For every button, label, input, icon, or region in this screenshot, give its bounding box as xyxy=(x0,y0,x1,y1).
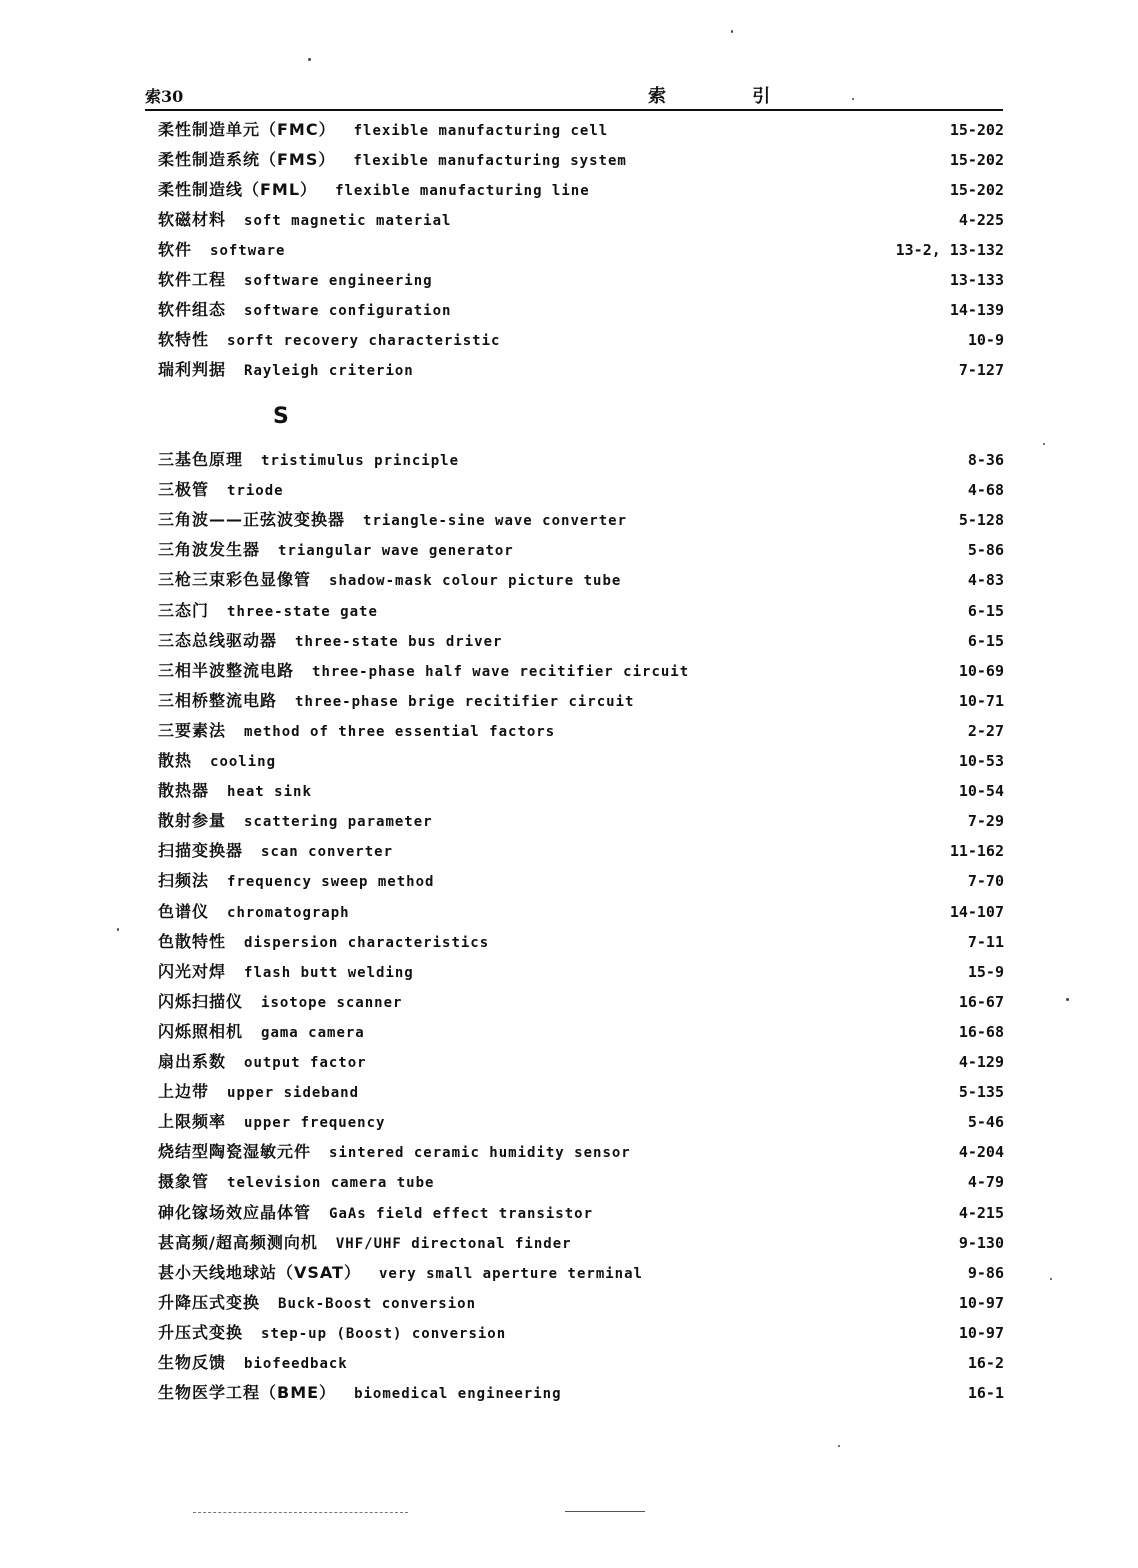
entry-english-term: shadow-mask colour picture tube xyxy=(329,573,622,590)
entry-english-term: sintered ceramic humidity sensor xyxy=(329,1145,631,1162)
index-entry xyxy=(158,1140,1004,1164)
index-entry xyxy=(158,629,1004,653)
index-entry xyxy=(158,749,1004,773)
entry-chinese-term: 甚高频/超高频测向机 xyxy=(158,1232,318,1252)
entry-chinese-term: 扇出系数 xyxy=(158,1052,227,1071)
index-entry xyxy=(158,1050,1004,1074)
entry-english-term: gama camera xyxy=(261,1024,365,1041)
index-entry xyxy=(158,208,1004,232)
entry-page-ref: 16-67 xyxy=(958,992,1004,1011)
entry-chinese-term: 三态门 xyxy=(158,600,210,620)
entry-english-term: VHF/UHF directonal finder xyxy=(335,1235,572,1252)
entry-english-term: television camera tube xyxy=(227,1175,435,1192)
entry-page-ref: 15-202 xyxy=(949,181,1004,199)
entry-english-term: biomedical engineering xyxy=(354,1386,562,1403)
entry-page-ref: 13-2, 13-132 xyxy=(895,241,1004,259)
entry-page-ref: 15-202 xyxy=(949,151,1004,169)
entry-page-ref: 4-129 xyxy=(958,1053,1004,1071)
entry-chinese-term: 三相桥整流电路 xyxy=(158,690,278,710)
entry-chinese-term: 瑞利判据 xyxy=(158,360,227,379)
entry-chinese-term: 软磁材料 xyxy=(158,210,227,229)
entry-chinese-term: 烧结型陶瓷湿敏元件 xyxy=(158,1142,312,1162)
index-entry xyxy=(158,1170,1004,1194)
index-entry xyxy=(158,779,1004,803)
entry-chinese-term: 软特性 xyxy=(158,330,210,349)
index-entry xyxy=(158,930,1004,954)
entry-english-term: three-state bus driver xyxy=(295,633,503,650)
entry-chinese-term: 散热 xyxy=(158,751,193,770)
entry-english-term: software configuration xyxy=(244,303,452,319)
index-entry xyxy=(158,508,1004,532)
index-entry xyxy=(158,1351,1004,1375)
index-entry xyxy=(158,659,1004,683)
entry-chinese-term: 三角波发生器 xyxy=(158,540,261,560)
entry-english-term: software xyxy=(210,243,286,259)
entry-english-term: three-phase half wave recitifier circuit xyxy=(312,663,690,680)
entry-page-ref: 5-46 xyxy=(967,1113,1004,1132)
entry-english-term: very small aperture terminal xyxy=(378,1265,643,1282)
entry-english-term: GaAs field effect transistor xyxy=(329,1205,594,1222)
entry-english-term: step-up (Boost) conversion xyxy=(261,1325,507,1342)
entry-page-ref: 10-54 xyxy=(958,782,1004,801)
index-entry xyxy=(158,809,1004,833)
entry-page-ref: 10-53 xyxy=(958,752,1004,770)
entry-page-ref: 6-15 xyxy=(967,601,1004,620)
entry-page-ref: 7-127 xyxy=(958,361,1004,379)
entry-english-term: heat sink xyxy=(227,784,312,801)
entry-page-ref: 7-70 xyxy=(967,872,1004,891)
entry-page-ref: 14-107 xyxy=(949,902,1004,921)
entry-chinese-term: 散射参量 xyxy=(158,811,227,831)
entry-chinese-term: 扫频法 xyxy=(158,871,210,891)
index-entry xyxy=(158,869,1004,893)
entry-chinese-term: 甚小天线地球站（VSAT） xyxy=(158,1262,361,1282)
entry-english-term: soft magnetic material xyxy=(244,213,452,229)
entry-chinese-term: 砷化镓场效应晶体管 xyxy=(158,1202,312,1222)
entry-chinese-term: 色散特性 xyxy=(158,931,227,951)
entry-page-ref: 10-97 xyxy=(958,1293,1004,1312)
scan-speck xyxy=(852,98,854,100)
entry-english-term: triangular wave generator xyxy=(278,543,514,560)
index-entry xyxy=(158,478,1004,502)
index-entry xyxy=(158,358,1004,382)
entry-chinese-term: 扫描变换器 xyxy=(158,841,244,861)
entry-page-ref: 9-130 xyxy=(958,1233,1004,1252)
entry-page-ref: 4-204 xyxy=(958,1143,1004,1162)
entry-chinese-term: 闪烁照相机 xyxy=(158,1021,244,1041)
entry-chinese-term: 色谱仪 xyxy=(158,901,210,921)
entry-english-term: sorft recovery characteristic xyxy=(227,333,501,349)
index-entry xyxy=(158,238,1004,262)
index-entry xyxy=(158,298,1004,322)
index-entry xyxy=(158,328,1004,352)
index-entry xyxy=(158,1231,1004,1255)
entry-page-ref: 16-1 xyxy=(967,1384,1004,1403)
index-entry xyxy=(158,1321,1004,1345)
entry-english-term: chromatograph xyxy=(227,904,350,921)
entry-page-ref: 15-202 xyxy=(949,121,1004,139)
entry-english-term: flexible manufacturing line xyxy=(335,183,590,199)
entry-english-term: upper sideband xyxy=(227,1085,360,1102)
entry-page-ref: 8-36 xyxy=(967,451,1004,469)
entry-chinese-term: 上限频率 xyxy=(158,1112,227,1132)
index-entry xyxy=(158,599,1004,623)
entry-chinese-term: 三相半波整流电路 xyxy=(158,660,295,680)
index-entry xyxy=(158,689,1004,713)
index-entry xyxy=(158,990,1004,1014)
scan-speck xyxy=(1043,443,1045,445)
entry-chinese-term: 软件组态 xyxy=(158,300,227,319)
entry-page-ref: 4-68 xyxy=(967,481,1004,500)
entry-page-ref: 4-83 xyxy=(967,571,1004,590)
entry-page-ref: 15-9 xyxy=(967,962,1004,981)
entry-english-term: dispersion characteristics xyxy=(244,934,490,951)
index-entry xyxy=(158,1201,1004,1225)
scan-speck xyxy=(1050,1278,1052,1280)
entry-page-ref: 10-71 xyxy=(958,691,1004,710)
entry-chinese-term: 升压式变换 xyxy=(158,1322,244,1342)
entry-page-ref: 16-2 xyxy=(967,1354,1004,1372)
entry-english-term: triode xyxy=(227,483,284,500)
entry-chinese-term: 三基色原理 xyxy=(158,450,244,469)
page-number: 索30 xyxy=(145,87,184,106)
entry-english-term: scan converter xyxy=(261,844,394,861)
index-entry xyxy=(158,538,1004,562)
scan-solid-line xyxy=(565,1511,645,1512)
entry-english-term: biofeedback xyxy=(244,1356,348,1372)
entry-chinese-term: 生物医学工程（BME） xyxy=(158,1383,337,1403)
index-entry xyxy=(158,839,1004,863)
page-title: 索 引 xyxy=(648,86,811,107)
index-entry xyxy=(158,1291,1004,1315)
entry-page-ref: 5-128 xyxy=(958,511,1004,530)
entry-page-ref: 14-139 xyxy=(949,301,1004,319)
entry-page-ref: 10-97 xyxy=(958,1323,1004,1342)
entry-english-term: cooling xyxy=(210,754,277,770)
entry-page-ref: 5-135 xyxy=(958,1083,1004,1102)
entry-english-term: triangle-sine wave converter xyxy=(363,513,628,530)
entry-chinese-term: 柔性制造单元（FMC） xyxy=(158,120,336,139)
entry-english-term: flash butt welding xyxy=(244,964,414,981)
entry-page-ref: 13-133 xyxy=(949,271,1004,289)
index-entry xyxy=(158,148,1004,172)
entry-english-term: output factor xyxy=(244,1055,367,1071)
entry-chinese-term: 摄象管 xyxy=(158,1172,210,1192)
entry-english-term: three-state gate xyxy=(227,603,378,620)
scan-speck xyxy=(117,928,119,931)
index-entry xyxy=(158,268,1004,292)
entry-chinese-term: 软件工程 xyxy=(158,270,227,289)
entry-chinese-term: 三枪三束彩色显像管 xyxy=(158,570,312,590)
entry-page-ref: 7-29 xyxy=(967,812,1004,831)
entry-chinese-term: 闪烁扫描仪 xyxy=(158,991,244,1011)
section-letter-s: S xyxy=(273,404,289,429)
index-entry xyxy=(158,568,1004,592)
entry-english-term: software engineering xyxy=(244,273,433,289)
entry-english-term: flexible manufacturing system xyxy=(353,153,627,169)
entry-page-ref: 11-162 xyxy=(949,842,1004,861)
index-entry xyxy=(158,178,1004,202)
entry-english-term: frequency sweep method xyxy=(227,874,435,891)
entry-english-term: method of three essential factors xyxy=(244,723,556,740)
entry-english-term: isotope scanner xyxy=(261,994,403,1011)
index-entry xyxy=(158,1080,1004,1104)
entry-chinese-term: 三态总线驱动器 xyxy=(158,630,278,650)
entry-page-ref: 16-68 xyxy=(958,1022,1004,1041)
entry-page-ref: 4-79 xyxy=(967,1173,1004,1192)
entry-page-ref: 4-215 xyxy=(958,1203,1004,1222)
scan-dash-line xyxy=(193,1512,408,1513)
entry-page-ref: 4-225 xyxy=(958,211,1004,229)
entry-page-ref: 6-15 xyxy=(967,631,1004,650)
entry-english-term: scattering parameter xyxy=(244,814,433,831)
entry-english-term: flexible manufacturing cell xyxy=(353,123,609,139)
entry-page-ref: 2-27 xyxy=(967,721,1004,740)
entry-english-term: Rayleigh criterion xyxy=(244,363,414,379)
entry-chinese-term: 三要素法 xyxy=(158,720,227,740)
entry-chinese-term: 三角波——正弦波变换器 xyxy=(158,510,346,530)
entry-chinese-term: 生物反馈 xyxy=(158,1353,227,1372)
entry-page-ref: 5-86 xyxy=(967,541,1004,560)
entry-english-term: three-phase brige recitifier circuit xyxy=(295,693,635,710)
index-entry xyxy=(158,1110,1004,1134)
entry-chinese-term: 闪光对焊 xyxy=(158,961,227,981)
entry-chinese-term: 上边带 xyxy=(158,1082,210,1102)
entry-english-term: tristimulus principle xyxy=(261,453,460,469)
entry-chinese-term: 散热器 xyxy=(158,781,210,801)
index-entry xyxy=(158,1020,1004,1044)
index-entry xyxy=(158,900,1004,924)
index-entry xyxy=(158,719,1004,743)
index-entry xyxy=(158,1261,1004,1285)
entry-english-term: upper frequency xyxy=(244,1115,386,1132)
index-entry xyxy=(158,118,1004,142)
entry-chinese-term: 柔性制造线（FML） xyxy=(158,180,318,199)
entry-chinese-term: 柔性制造系统（FMS） xyxy=(158,150,336,169)
scan-speck xyxy=(731,30,733,33)
index-entry xyxy=(158,960,1004,984)
entry-chinese-term: 三极管 xyxy=(158,480,210,500)
index-entry xyxy=(158,1381,1004,1405)
entry-chinese-term: 软件 xyxy=(158,240,193,259)
entry-page-ref: 9-86 xyxy=(967,1263,1004,1282)
entry-english-term: Buck-Boost conversion xyxy=(278,1295,477,1312)
entry-page-ref: 7-11 xyxy=(967,932,1004,951)
scan-speck xyxy=(1066,998,1069,1001)
entry-page-ref: 10-9 xyxy=(967,331,1004,349)
index-entry xyxy=(158,448,1004,472)
entry-chinese-term: 升降压式变换 xyxy=(158,1292,261,1312)
scan-speck xyxy=(308,58,311,61)
scan-speck xyxy=(838,1445,840,1447)
entry-page-ref: 10-69 xyxy=(958,661,1004,680)
